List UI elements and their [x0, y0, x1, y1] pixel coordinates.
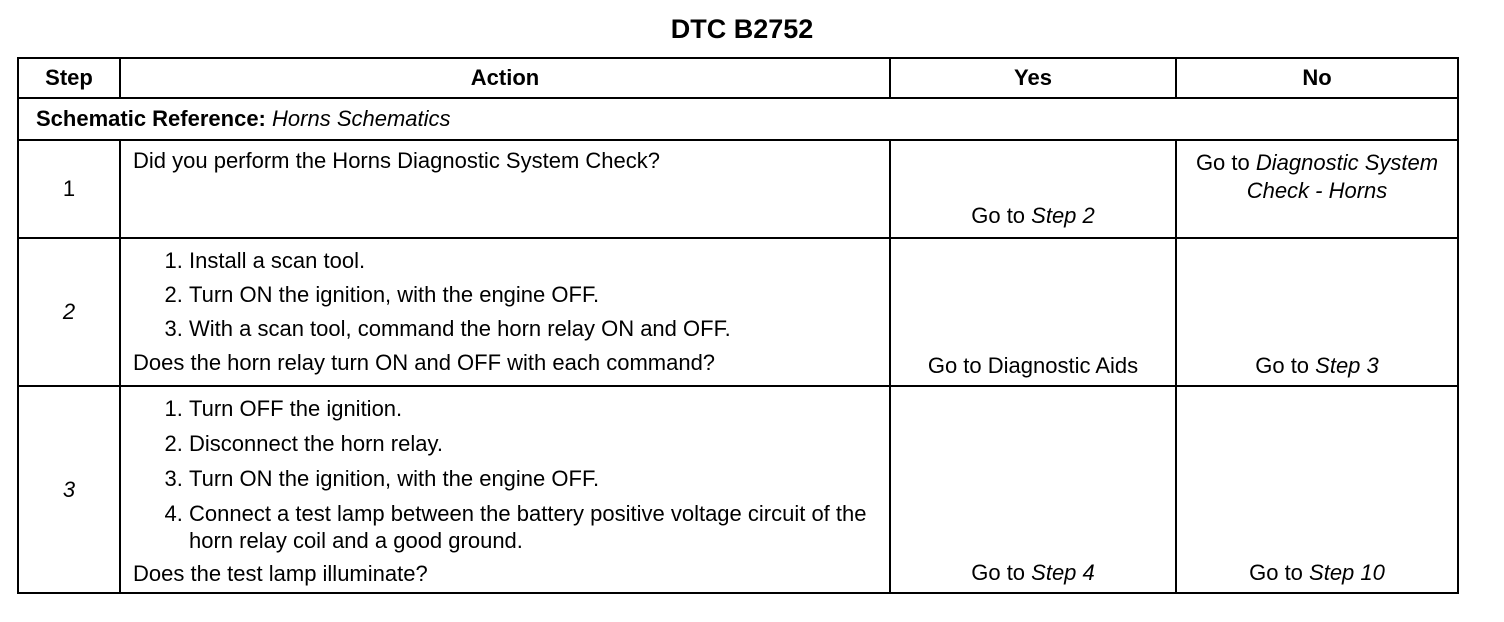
yes-link[interactable]: Go to Diagnostic Aids [927, 353, 1139, 378]
yes-cell [890, 386, 1176, 593]
action-list [133, 395, 877, 554]
step-number: 1 [18, 140, 120, 238]
header-yes: Yes [890, 58, 1176, 98]
header-row [18, 58, 1458, 98]
diagnostic-table [17, 57, 1459, 594]
no-cell [1176, 386, 1458, 593]
yes-link[interactable]: Step 4 [1031, 560, 1095, 585]
no-link[interactable]: Diagnostic System Check - Horns [1246, 150, 1439, 203]
header-no: No [1176, 58, 1458, 98]
no-cell [1176, 238, 1458, 386]
no-cell [1176, 140, 1458, 238]
action-question: Did you perform the Horns Diagnostic System Check? [133, 148, 660, 173]
no-link[interactable]: Step 10 [1309, 560, 1385, 585]
no-prefix: Go to [1255, 353, 1316, 378]
action-item: 3. Turn ON the ignition, with the engine OFF. [189, 465, 877, 492]
action-item: 2. Disconnect the horn relay. [189, 430, 877, 457]
action-question: Does the test lamp illuminate? [133, 561, 428, 586]
table-row [18, 386, 1458, 593]
step-number: 2 [18, 238, 120, 386]
action-item: 1. Turn OFF the ignition. [189, 395, 877, 422]
action-cell [120, 140, 890, 238]
yes-prefix: Go to [971, 560, 1032, 585]
action-cell [120, 386, 890, 593]
action-cell [120, 238, 890, 386]
header-step: Step [18, 58, 120, 98]
step-number: 3 [18, 386, 120, 593]
action-item: 2. Turn ON the ignition, with the engine OFF. [189, 283, 877, 307]
table-row [18, 140, 1458, 238]
action-item: 3. With a scan tool, command the horn relay ON and OFF. [189, 317, 877, 341]
yes-cell [890, 238, 1176, 386]
page-title: DTC B2752 [670, 14, 814, 44]
action-item: 4. Connect a test lamp between the battery positive voltage circuit of the horn relay coil and a good ground. [189, 500, 877, 554]
schematic-label: Schematic Reference: [36, 106, 266, 131]
schematic-link[interactable]: Horns Schematics [272, 106, 451, 131]
no-link[interactable]: Step 3 [1315, 353, 1379, 378]
no-prefix: Go to [1249, 560, 1310, 585]
yes-prefix: Go to [971, 203, 1032, 228]
no-prefix: Go to [1195, 150, 1256, 175]
header-action: Action [120, 58, 890, 98]
table-row [18, 238, 1458, 386]
schematic-reference [18, 98, 1458, 140]
action-question: Does the horn relay turn ON and OFF with each command? [133, 350, 716, 375]
action-item: 1. Install a scan tool. [189, 249, 877, 273]
yes-link[interactable]: Step 2 [1031, 203, 1095, 228]
action-list [133, 249, 877, 341]
schematic-row [18, 98, 1458, 140]
yes-cell [890, 140, 1176, 238]
